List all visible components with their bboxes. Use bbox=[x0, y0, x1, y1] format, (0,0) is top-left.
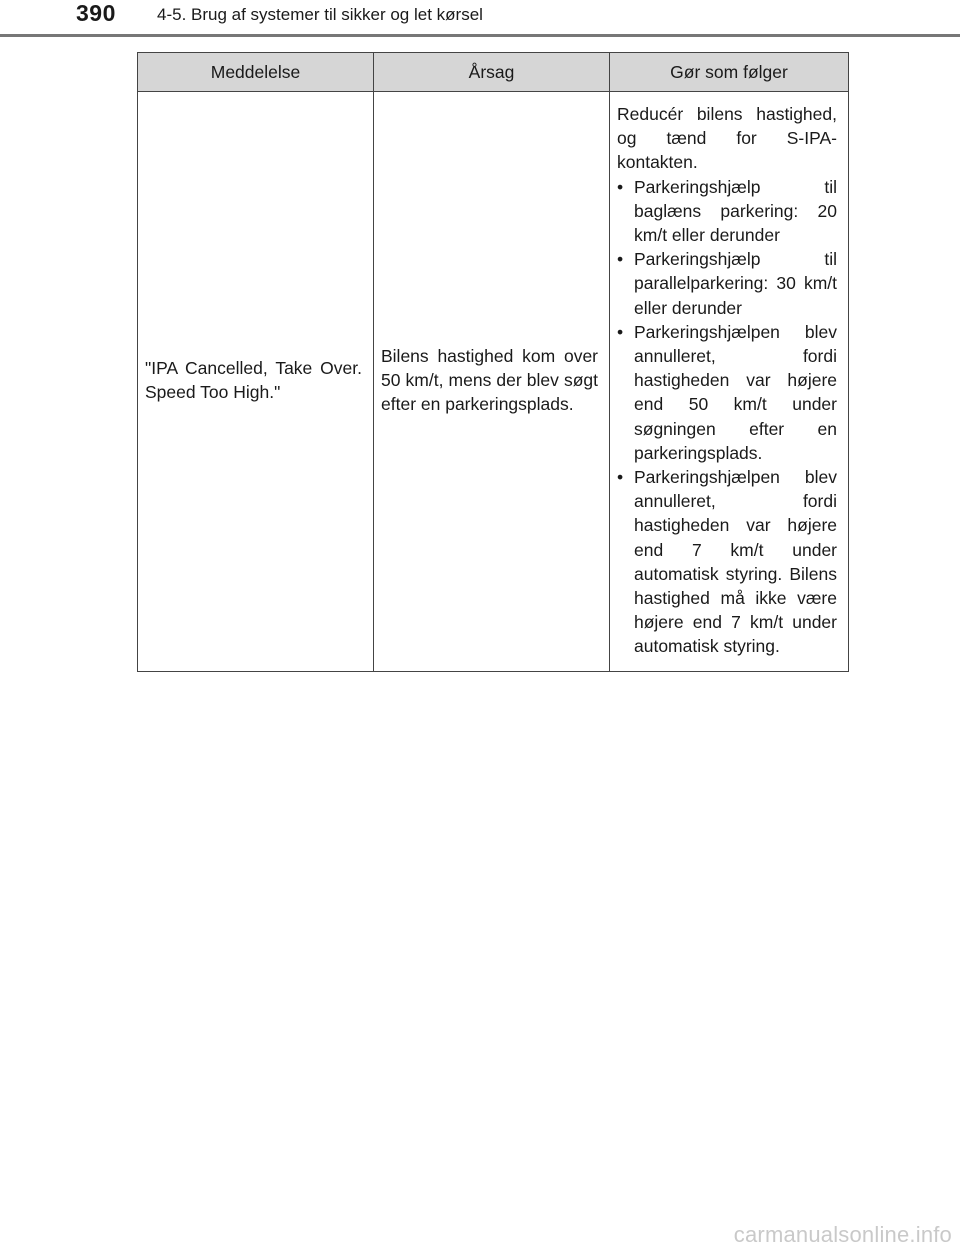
list-item-text: Parkeringshjælp til parallelparkering: 30 km/t eller derunder bbox=[634, 249, 837, 318]
table-row bbox=[138, 92, 849, 672]
bullet-icon: • bbox=[617, 467, 624, 488]
chapter-title: 4-5. Brug af systemer til sikker og let kørsel bbox=[157, 5, 483, 24]
header-divider bbox=[0, 34, 960, 37]
list-item bbox=[617, 175, 837, 248]
message-table bbox=[137, 52, 849, 672]
page-number: 390 bbox=[76, 0, 116, 26]
list-item bbox=[617, 320, 837, 465]
table-header-row bbox=[138, 53, 849, 92]
list-item bbox=[617, 465, 837, 659]
bullet-icon: • bbox=[617, 249, 624, 270]
column-header-message: Meddelelse bbox=[138, 53, 374, 92]
bullet-icon: • bbox=[617, 321, 624, 342]
action-list bbox=[617, 175, 837, 659]
cause-cell: Bilens hastighed kom over 50 km/t, mens der blev søgt efter en parkeringsplads. bbox=[374, 92, 610, 672]
list-item-text: Parkeringshjælp til baglæns parkering: 20 km/t eller derunder bbox=[634, 176, 837, 246]
message-cell: "IPA Cancelled, Take Over. Speed Too High." bbox=[138, 92, 374, 672]
column-header-cause: Årsag bbox=[374, 53, 610, 92]
page-header bbox=[0, 0, 960, 40]
column-header-action: Gør som følger bbox=[610, 53, 849, 92]
watermark: carmanualsonline.info bbox=[733, 1222, 952, 1247]
list-item-text: Parkeringshjælpen blev annulleret, fordi hastigheden var højere end 50 km/t under søgningen efter en parkeringsplads. bbox=[634, 321, 837, 463]
bullet-icon: • bbox=[617, 176, 624, 197]
list-item-text: Parkeringshjælpen blev annulleret, fordi hastigheden var højere end 7 km/t under automatisk styring. Bilens hastighed må ikke være højere end 7 km/t under automatisk styring. bbox=[634, 467, 837, 657]
action-lead-text: Reducér bilens hastighed, og tænd for S-IPA-kontakten. bbox=[617, 104, 837, 173]
action-cell bbox=[610, 92, 849, 672]
list-item bbox=[617, 247, 837, 320]
